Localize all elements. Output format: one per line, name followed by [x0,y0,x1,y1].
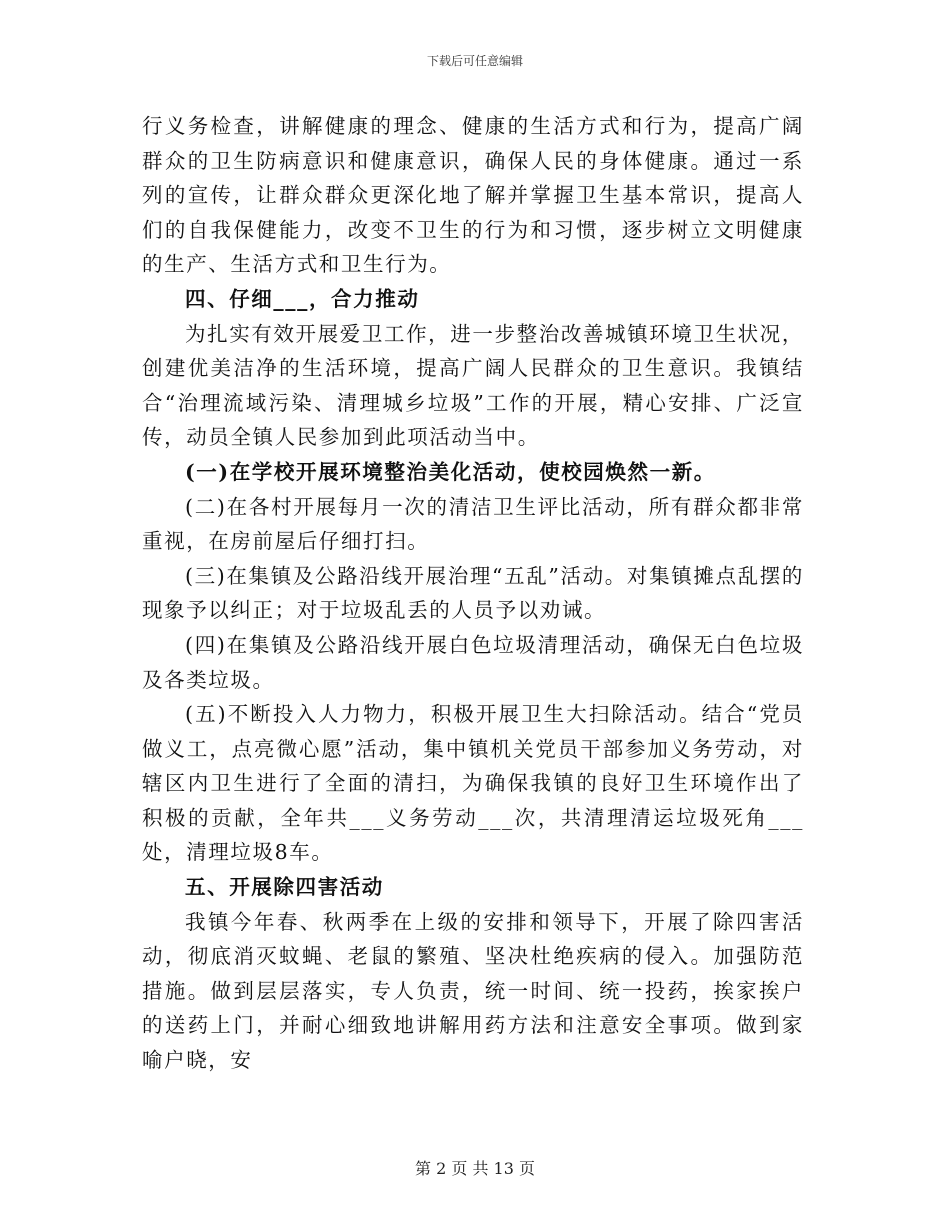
list-item-4: (四)在集镇及公路沿线开展白色垃圾清理活动，确保无白色垃圾及各类垃圾。 [142,632,804,692]
list-item-5: (五)不断投入人力物力，积极开展卫生大扫除活动。结合“党员做义工，点亮微心愿”活动，集中镇机关党员干部参加义务劳动，对辖区内卫生进行了全面的清扫，为确保我镇的良好卫生环境作出了积极的贡献，全年共___义务劳动___次，共清理清运垃圾死角___处，清理垃圾8车。 [142,702,804,865]
section-heading-4: 四、仔细___，合力推动 [185,286,420,311]
list-item-3: (三)在集镇及公路沿线开展治理“五乱”活动。对集镇摊点乱摆的现象予以纠正；对于垃圾乱丢的人员予以劝诫。 [142,563,804,623]
paragraph-2: 为扎实有效开展爱卫工作，进一步整治改善城镇环境卫生状况，创建优美洁净的生活环境，提高广阔人民群众的卫生意识。我镇结合“治理流域污染、清理城乡垃圾”工作的开展，精心安排、广泛宣传，动员全镇人民参加到此项活动当中。 [142,321,804,450]
section-heading-5: 五、开展除四害活动 [185,875,384,900]
list-item-2: (二)在各村开展每月一次的清洁卫生评比活动，所有群众都非常重视，在房前屋后仔细打扫。 [142,494,804,554]
list-item-1: (一)在学校开展环境整治美化活动，使校园焕然一新。 [185,459,716,484]
document-body [142,109,804,1078]
page-header: 下载后可任意编辑 [426,54,523,68]
page-footer: 第 2 页 共 13 页 [415,1159,535,1178]
paragraph-1: 行义务检查，讲解健康的理念、健康的生活方式和行为，提高广阔群众的卫生防病意识和健康意识，确保人民的身体健康。通过一系列的宣传，让群众群众更深化地了解并掌握卫生基本常识，提高人们的自我保健能力，改变不卫生的行为和习惯，逐步树立文明健康的生产、生活方式和卫生行为。 [142,114,804,277]
paragraph-3: 我镇今年春、秋两季在上级的安排和领导下，开展了除四害活动，彻底消灭蚊蝇、老鼠的繁殖、坚决杜绝疾病的侵入。加强防范措施。做到层层落实，专人负责，统一时间、统一投药，挨家挨户的送药上门，并耐心细致地讲解用药方法和注意安全事项。做到家喻户晓，安 [142,909,804,1073]
